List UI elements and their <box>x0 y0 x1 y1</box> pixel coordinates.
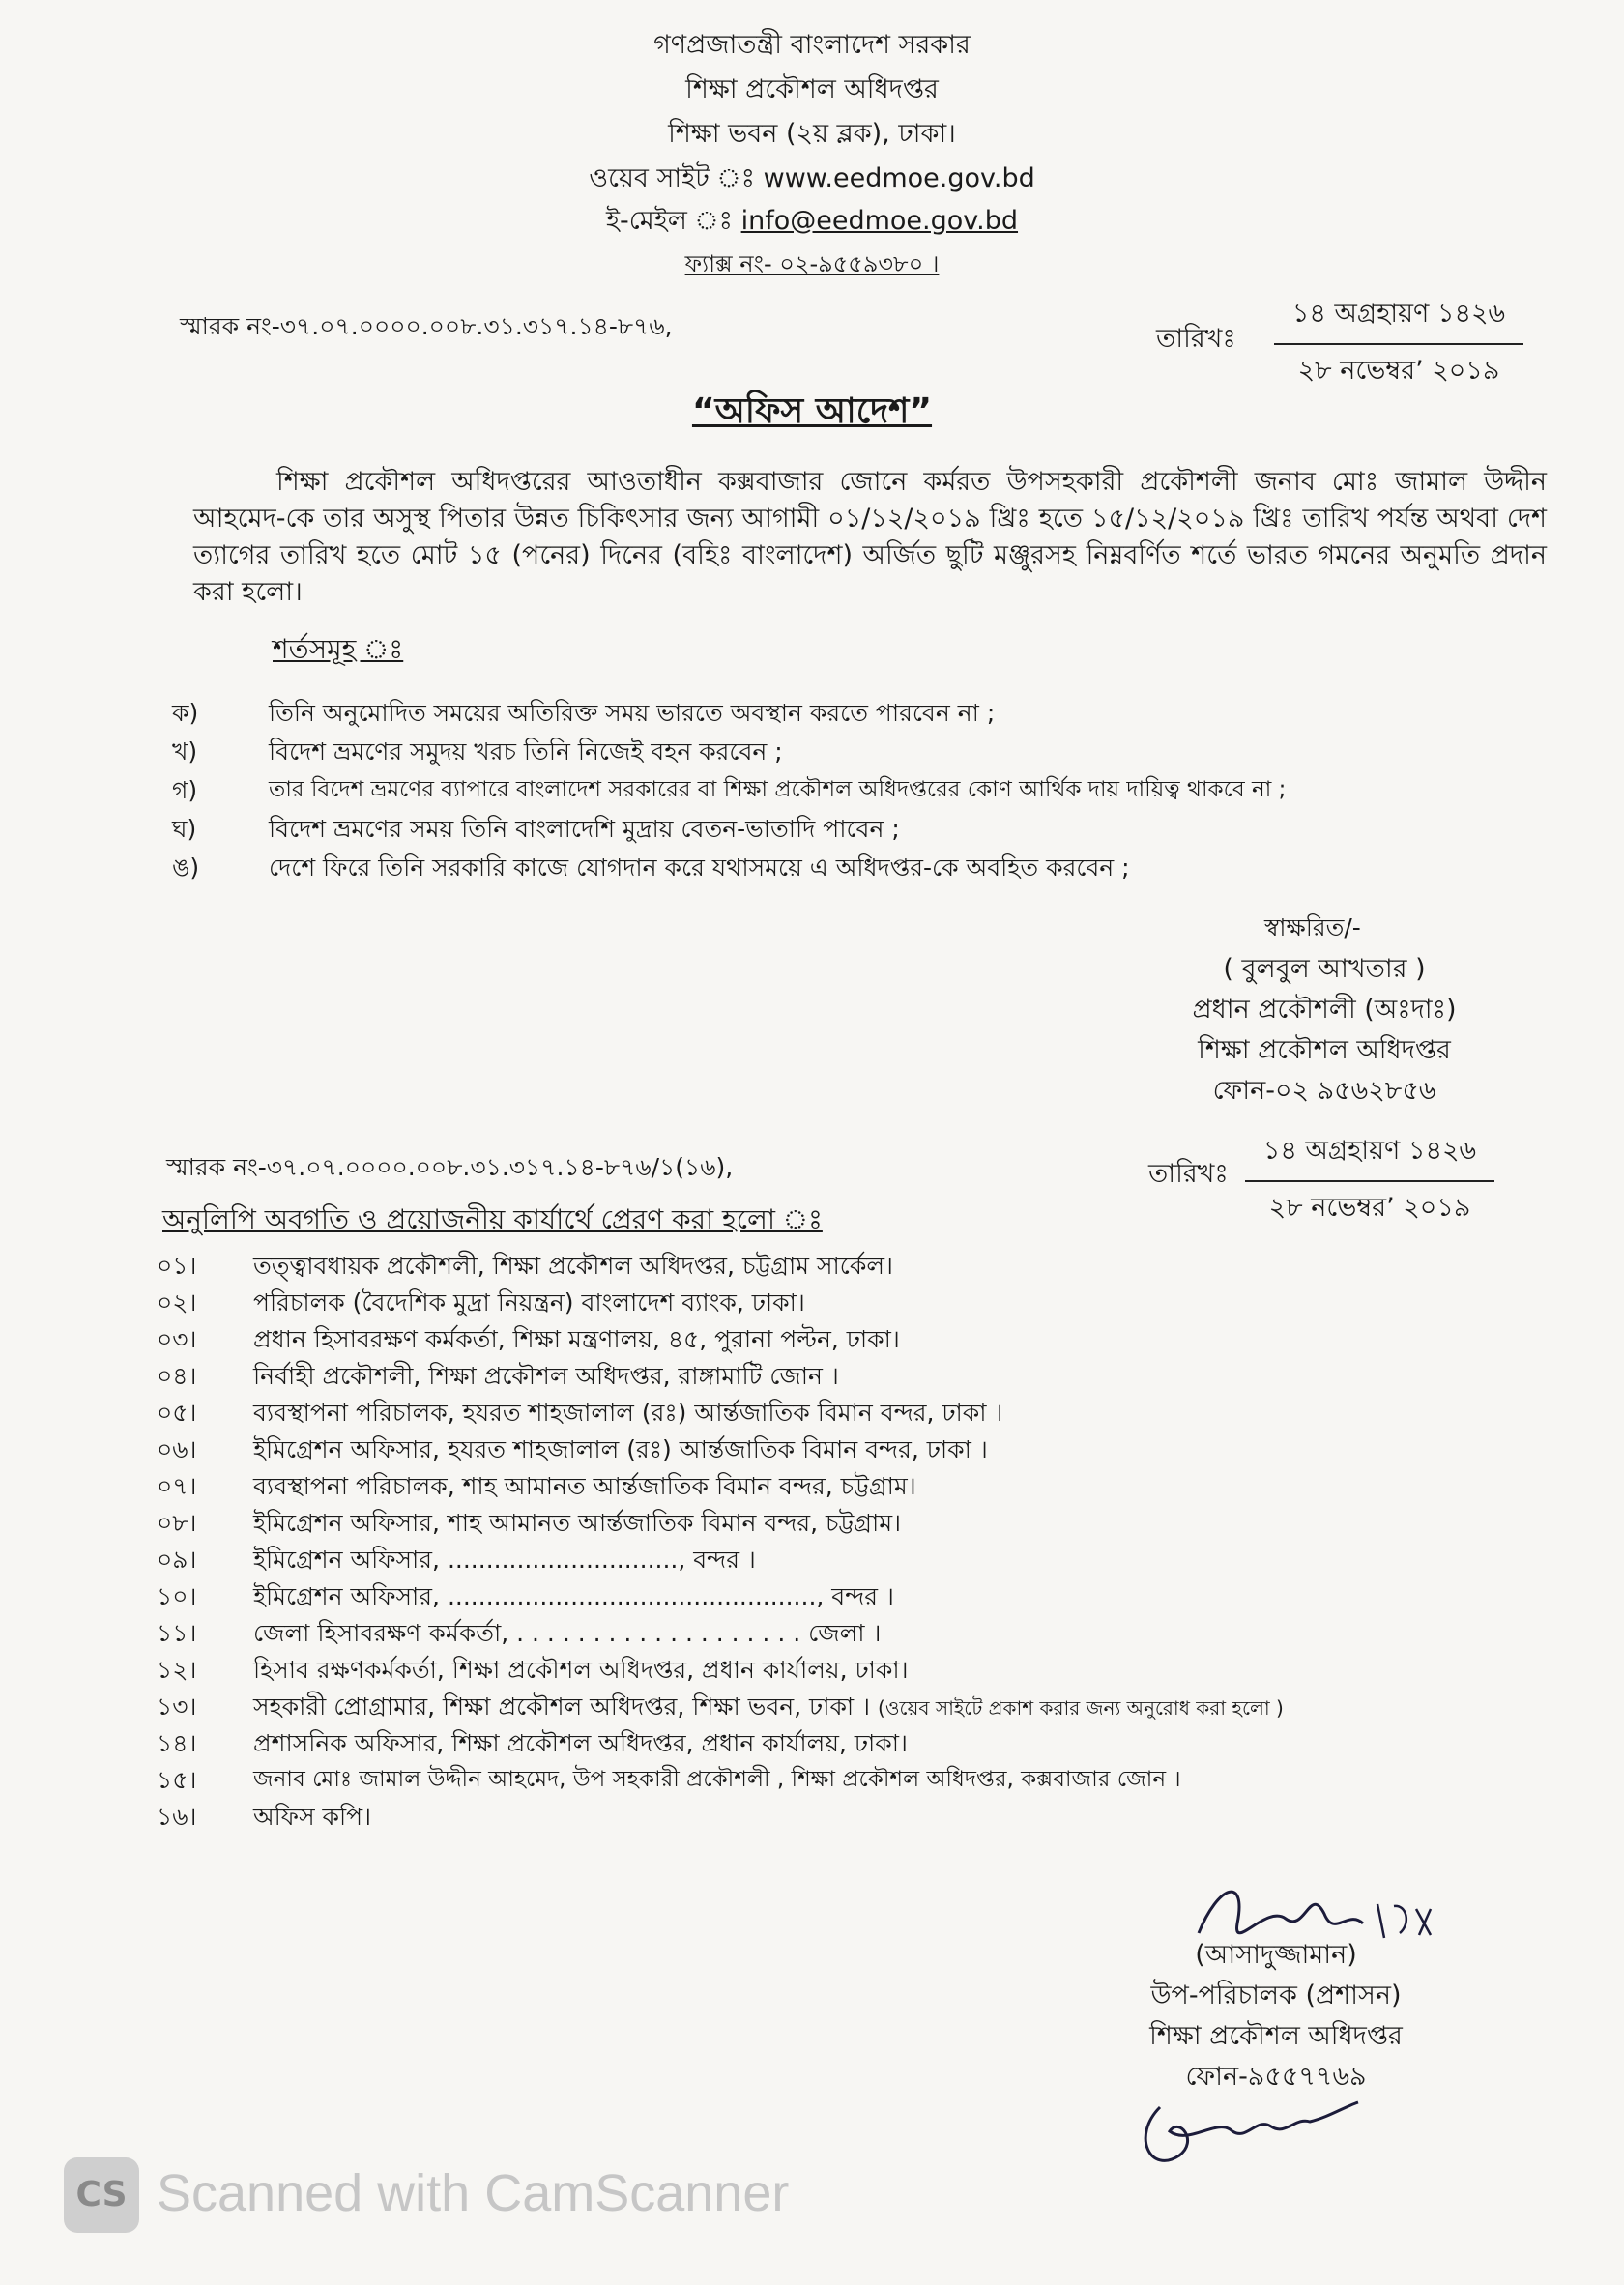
date-english: ২৮ নভেম্বর’ ২০১৯ <box>1297 356 1500 386</box>
handwritten-initials <box>1121 2078 1373 2184</box>
deputy-phone: ফোন-৯৫৫৭৭৬৯ <box>1185 2062 1367 2092</box>
signatory-name: ( বুলবুল আখতার ) <box>1223 954 1426 984</box>
date-english-copy: ২৮ নভেম্বর’ ২০১৯ <box>1268 1193 1471 1223</box>
order-body: শিক্ষা প্রকৌশল অধিদপ্তরের আওতাধীন কক্সবাজার জোনে কর্মরত উপসহকারী প্রকৌশলী জনাব মোঃ জামাল উদ্দীন আহমেদ-কে তার অসুস্থ পিতার উন্নত চিকিৎসার জন্য আগামী ০১/১২/২০১৯ খ্রিঃ হতে ১৫/১২/২০১৯ খ্রিঃ তারিখ পর্যন্ত অথবা দেশ ত্যাগের তারিখ হতে মোট ১৫ (পনের) দিনের (বহিঃ বাংলাদেশ) অর্জিত ছুটি মঞ্জুরসহ নিম্নবর্ণিত শর্তে ভারত গমনের অনুমতি প্রদান করা হলো। <box>193 467 1547 607</box>
date-bangla-copy: ১৪ অগ্রহায়ণ ১৪২৬ <box>1245 1131 1494 1182</box>
deputy-office: শিক্ষা প্রকৌশল অধিদপ্তর <box>1149 2021 1403 2051</box>
fax-number: ফ্যাক্স নং- ০২-৯৫৫৯৩৮০ । <box>684 250 940 277</box>
email-address: info@eedmoe.gov.bd <box>740 206 1019 236</box>
memo-date-copy <box>1245 1131 1494 1231</box>
email-label: ই-মেইল ঃ <box>605 206 734 236</box>
conditions-heading: শর্তসমূহ ঃ <box>273 633 404 665</box>
office-address: শিক্ষা ভবন (২য় ব্লক), ঢাকা। <box>668 119 956 149</box>
signatory-designation: প্রধান প্রকৌশলী (অঃদাঃ) <box>1192 995 1457 1025</box>
date-label: তারিখঃ <box>1156 324 1236 354</box>
signatory-phone: ফোন-০২ ৯৫৬২৮৫৬ <box>1212 1076 1436 1106</box>
cc-note: (ওয়েব সাইটে প্রকাশ করার জন্য অনুরোধ করা হলো ) <box>878 1696 1284 1720</box>
email-line <box>0 205 1624 238</box>
camscanner-watermark: Scanned with CamScanner <box>157 2164 790 2222</box>
camscanner-logo: CS <box>64 2157 139 2233</box>
signatory-office: শিক্ষা প্রকৌশল অধিদপ্তর <box>1198 1035 1451 1065</box>
fax-line <box>0 247 1624 280</box>
govt-title: গণপ্রজাতন্ত্রী বাংলাদেশ সরকার <box>653 30 971 60</box>
date-label-copy: তারিখঃ <box>1148 1159 1229 1189</box>
deputy-designation: উপ-পরিচালক (প্রশাসন) <box>1150 1981 1402 2010</box>
date-bangla: ১৪ অগ্রহায়ণ ১৪২৬ <box>1274 294 1523 345</box>
signature-block-deputy <box>1073 1935 1479 2097</box>
document-page: গণপ্রজাতন্ত্রী বাংলাদেশ সরকার শিক্ষা প্রকৌশল অধিদপ্তর শিক্ষা ভবন (২য় ব্লক), ঢাকা। ওয়েব সাইট ঃ www.eedmoe.gov.bd ই-মেইল ঃ info@eedmoe.gov.bd ফ্যাক্স নং- ০২-৯৫৫৯৩৮০ । স্মারক নং-৩৭.০৭.০০০০.০০৮.৩১.৩১৭.১৪-৮৭৬, তারিখঃ ১৪ অগ্রহায়ণ ১৪২৬ ২৮ নভেম্বর’ ২০১৯ “অফিস আদেশ” শিক্ষা প্রকৌশল অধিদপ্তরের আওতাধীন কক্সবাজার জোনে কর্মরত উপসহকারী প্রকৌশলী জনাব মোঃ জামাল উদ্দীন আহমেদ-কে তার অসুস্থ পিতার উন্নত চিকিৎসার জন্য আগামী ০১/১২/২০১৯ খ্রিঃ হতে ১৫/১২/২০১৯ খ্রিঃ তারিখ পর্যন্ত অথবা দেশ ত্যাগের তারিখ হতে মোট ১৫ (পনের) দিনের (বহিঃ বাংলাদেশ) অর্জিত ছুটি মঞ্জুরসহ নিম্নবর্ণিত শর্তে ভারত গমনের অনুমতি প্রদান করা হলো। শর্তসমূহ ঃ ক) তিনি অনুমোদিত সময়ের অতিরিক্ত সময় ভারতে অবস্থান করতে পারবেন না ; খ) বিদেশ ভ্রমণের সমুদয় খরচ তিনি নিজেই বহন করবেন ; গ) তার বিদেশ ভ্রমণের ব্যাপারে বাংলাদেশ সরকারের বা শিক্ষা প্রকৌশল অধিদপ্তরের কোণ আর্থিক দায় দায়িত্ব থাকবে না ; ঘ) বিদেশ ভ্রমণের সময় তিনি বাংলাদেশি মুদ্রায় বেতন-ভাতাদি পাবেন ; ঙ) দেশে ফিরে তিনি সরকারি কাজে যোগদান করে যথাসময়ে এ অধিদপ্তর-কে অবহিত করবেন ; স্বাক্ষরিত/- ( বুলবুল আখতার ) প্রধান প্রকৌশলী (অঃদাঃ) শিক্ষা প্রকৌশল অধিদপ্তর ফোন-০২ ৯৫৬২৮৫৬ স্মারক নং-৩৭.০৭.০০০০.০০৮.৩১.৩১৭.১৪-৮৭৬/১(১৬), তারিখঃ ১৪ অগ্রহায়ণ ১৪২৬ ২৮ নভেম্বর’ ২০১৯ অনুলিপি অবগতি ও প্রয়োজনীয় কার্যার্থে প্রেরণ করা হলো ঃ ০১। তত্ত্বাবধায়ক প্রকৌশলী, শিক্ষা প্রকৌশল অধিদপ্তর, চট্টগ্রাম সার্কেল। ০২। পরিচালক (বৈদেশিক মুদ্রা নিয়ন্ত্রন) বাংলাদেশ ব্যাংক, ঢাকা। ০৩। প্রধান হিসাবরক্ষণ কর্মকর্তা, শিক্ষা মন্ত্রণালয়, ৪৫, পুরানা পল্টন, ঢাকা। ০৪। নির্বাহী প্রকৌশলী, শিক্ষা প্রকৌশল অধিদপ্তর, রাঙ্গামাটি জোন । ০৫। ব্যবস্থাপনা পরিচালক, হযরত শাহজালাল (রঃ) আর্ন্তজাতিক বিমান বন্দর, ঢাকা । ০৬। ইমিগ্রেশন অফিসার, হযরত শাহজালাল (রঃ) আর্ন্তজাতিক বিমান বন্দর, ঢাকা । ০৭। ব্যবস্থাপনা পরিচালক, শাহ আমানত আর্ন্তজাতিক বিমান বন্দর, চট্টগ্রাম। ০৮। ইমিগ্রেশন অফিসার, শাহ আমানত আর্ন্তজাতিক বিমান বন্দর, চট্টগ্রাম। ০৯। ইমিগ্রেশন অফিসার, .............................., বন্দর । ১০। ইমিগ্রেশন অফিসার, ................................................, বন্দর । ১১। জেলা হিসাবরক্ষণ কর্মকর্তা, . . . . . . . . . . . . . . . . . . . জেলা । ১২। হিসাব রক্ষণকর্মকর্তা, শিক্ষা প্রকৌশল অধিদপ্তর, প্রধান কার্যালয়, ঢাকা। ১৩। সহকারী প্রোগ্রামার, শিক্ষা প্রকৌশল অধিদপ্তর, শিক্ষা ভবন, ঢাকা । (ওয়েব সাইটে প্রকাশ করার জন্য অনুরোধ করা হলো ) ১৪। প্রশাসনিক অফিসার, শিক্ষা প্রকৌশল অধিদপ্তর, প্রধান কার্যালয়, ঢাকা। ১৫। জনাব মোঃ জামাল উদ্দীন আহমেদ, উপ সহকারী প্রকৌশলী , শিক্ষা প্রকৌশল অধিদপ্তর, কক্সবাজার জোন । ১৬। অফিস কপি। (আসাদুজ্জামান) উপ-পরিচালক (প্রশাসন) শিক্ষা প্রকৌশল অধিদপ্তর ফোন-৯৫৫৭৭৬৯ CS Scanned with CamScanner <box>0 0 1624 2285</box>
signed-mark: স্বাক্ষরিত/- <box>1264 913 1361 941</box>
memo-reference: স্মারক নং-৩৭.০৭.০০০০.০০৮.৩১.৩১৭.১৪-৮৭৬, <box>180 312 673 340</box>
memo-reference-copy: স্মারক নং-৩৭.০৭.০০০০.০০৮.৩১.৩১৭.১৪-৮৭৬/১(১৬), <box>166 1153 734 1181</box>
department-name: শিক্ষা প্রকৌশল অধিদপ্তর <box>685 74 939 104</box>
cc-heading: অনুলিপি অবগতি ও প্রয়োজনীয় কার্যার্থে প্রেরণ করা হলো ঃ <box>162 1203 823 1235</box>
order-title: “অফিস আদেশ” <box>691 391 933 431</box>
memo-date <box>1274 294 1523 394</box>
deputy-name: (আসাদুজ্জামান) <box>1195 1940 1357 1970</box>
signature-block-chief <box>1092 949 1556 1112</box>
website-line: ওয়েব সাইট ঃ www.eedmoe.gov.bd <box>589 163 1035 193</box>
